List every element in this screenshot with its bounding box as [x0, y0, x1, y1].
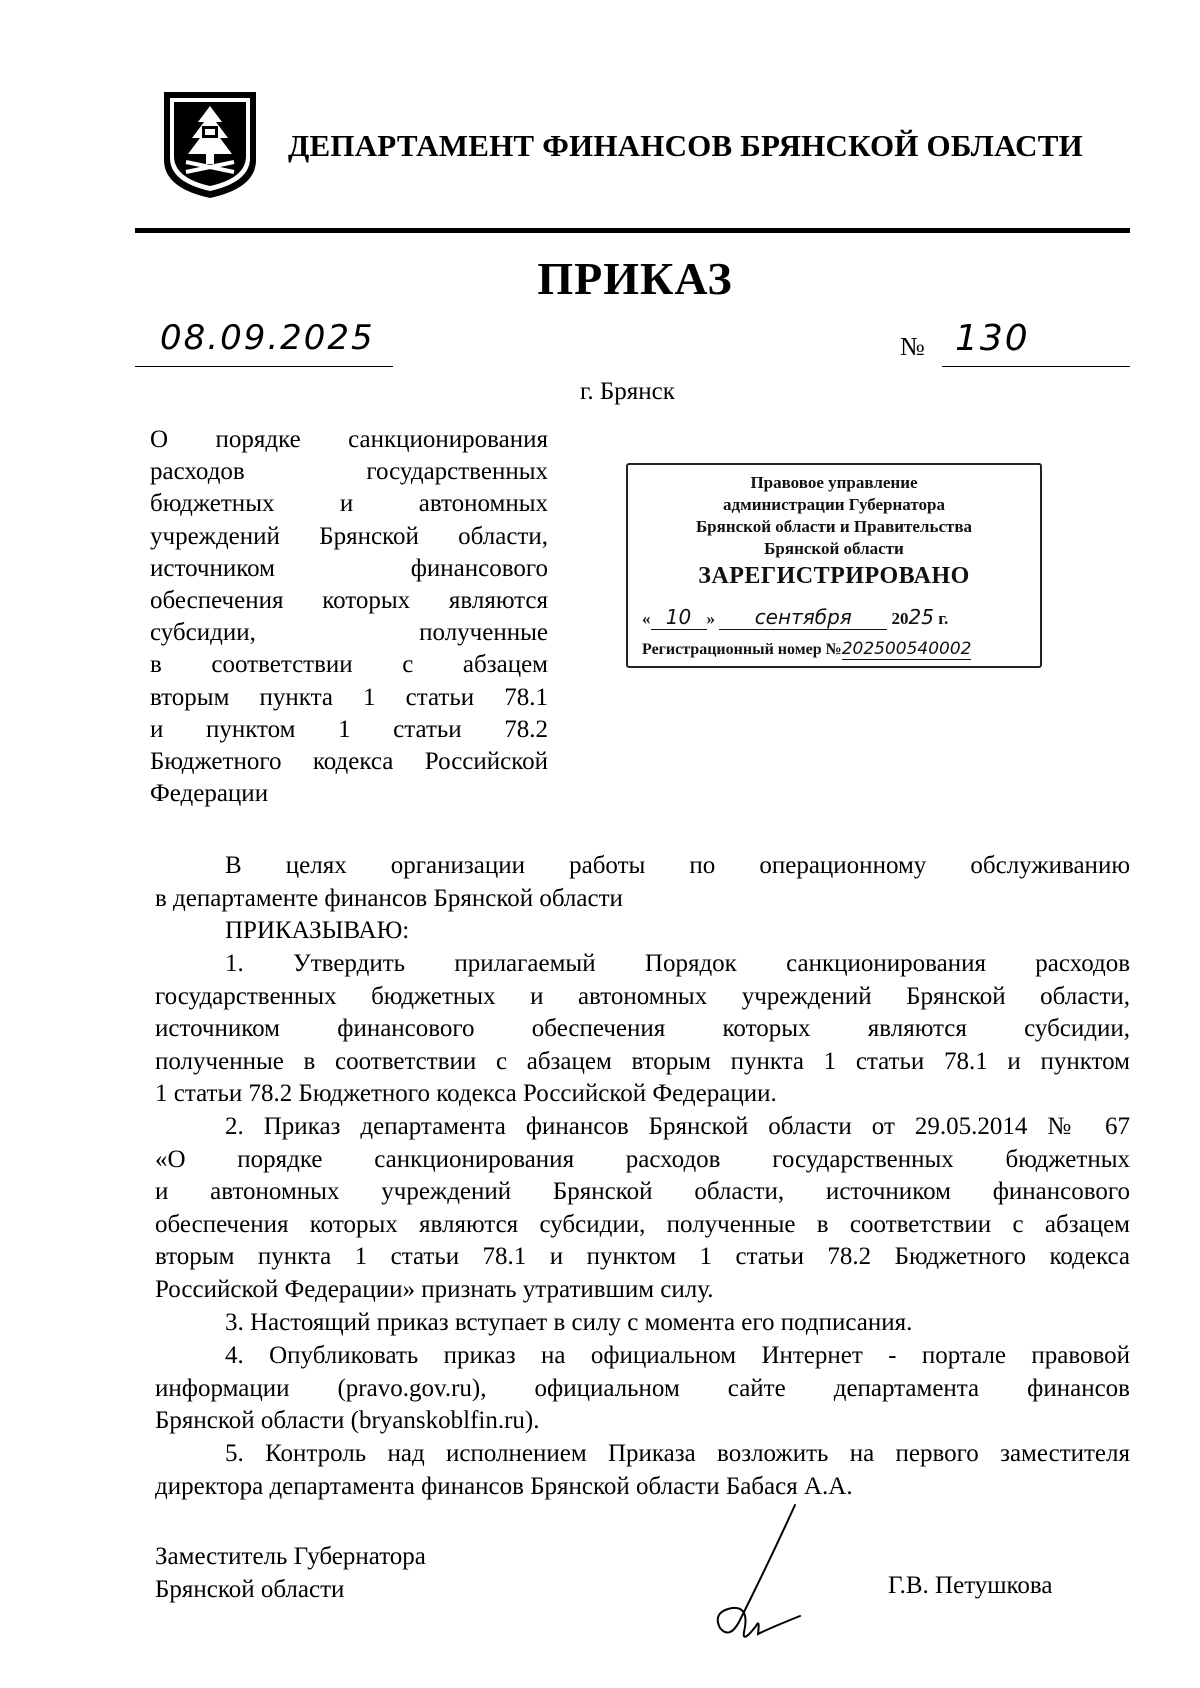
subject-line: субсидии, полученные — [150, 619, 548, 647]
number-underline — [942, 366, 1130, 367]
stamp-day: 10 — [651, 605, 707, 630]
body-line: Российской Федерации» признать утратившим силу. — [155, 1275, 714, 1303]
stamp-month: сентября — [719, 605, 887, 630]
position-line: Брянской области — [155, 1576, 345, 1603]
document-number: 130 — [955, 318, 1030, 359]
position-line: Заместитель Губернатора — [155, 1543, 426, 1570]
stamp-line: администрации Губернатора — [723, 495, 945, 514]
body-line: в департаменте финансов Брянской области — [155, 884, 623, 912]
subject-line: и пунктом 1 статьи 78.2 — [150, 715, 548, 743]
stamp-year-mark: г. — [938, 609, 949, 628]
number-sign: № — [900, 332, 925, 361]
item-5 — [155, 1438, 1130, 1503]
stamp-date: « 10 » сентября 2025 г. — [642, 605, 949, 629]
item-4 — [155, 1340, 1130, 1438]
header-divider — [135, 228, 1130, 233]
stamp-registered: ЗАРЕГИСТРИРОВАНО — [698, 563, 970, 589]
body-line: 3. Настоящий приказ вступает в силу с момента его подписания. — [225, 1309, 913, 1336]
body-line: 4. Опубликовать приказ на официальном Интернет - портале правовой — [225, 1342, 1130, 1369]
order-word: ПРИКАЗЫВАЮ: — [225, 917, 410, 945]
item-3 — [155, 1307, 1130, 1340]
subject-line: вторым пункта 1 статьи 78.1 — [150, 683, 548, 711]
stamp-year-prefix: 20 — [891, 609, 909, 628]
stamp-reg-number — [642, 639, 971, 659]
item-1 — [155, 948, 1130, 1111]
department-title: ДЕПАРТАМЕНТ ФИНАНСОВ БРЯНСКОЙ ОБЛАСТИ — [288, 128, 1083, 163]
subject-line: источником финансового — [150, 554, 548, 582]
stamp-year-suffix: 25 — [908, 605, 934, 629]
body-line: Брянской области (bryanskoblfin.ru). — [155, 1407, 540, 1435]
body-line: информации (pravo.gov.ru), официальном сайте департамента финансов — [155, 1374, 1130, 1402]
body-line: и автономных учреждений Брянской области, источником финансового — [155, 1178, 1130, 1206]
registration-stamp — [626, 463, 1042, 668]
body-line: 2. Приказ департамента финансов Брянской области от 29.05.2014 № 67 — [225, 1113, 1130, 1140]
body-line: директора департамента финансов Брянской области Бабася А.А. — [155, 1472, 853, 1500]
signatory-name: Г.В. Петушкова — [888, 1572, 1053, 1599]
body-line: 5. Контроль над исполнением Приказа возложить на первого заместителя — [225, 1440, 1130, 1467]
handwritten-signature — [700, 1500, 820, 1650]
item-2 — [155, 1111, 1130, 1307]
body-line: вторым пункта 1 статьи 78.1 и пунктом 1 статьи 78.2 Бюджетного кодекса — [155, 1243, 1130, 1271]
body-line: обеспечения которых являются субсидии, полученные в соответствии с абзацем — [155, 1210, 1130, 1238]
document-date: 08.09.2025 — [160, 318, 375, 358]
subject-line: О порядке санкционирования — [150, 426, 548, 453]
stamp-line: Брянской области — [764, 539, 904, 558]
subject-line: бюджетных и автономных — [150, 490, 548, 518]
body-line: источником финансового обеспечения которых являются субсидии, — [155, 1015, 1130, 1043]
body-line: «О порядке санкционирования расходов государственных бюджетных — [155, 1145, 1130, 1173]
stamp-reg-label: Регистрационный номер № — [642, 641, 842, 658]
signatory-position — [155, 1540, 426, 1606]
body-line: 1 статьи 78.2 Бюджетного кодекса Российской Федерации. — [155, 1080, 777, 1108]
subject-block — [150, 424, 548, 810]
body-line: В целях организации работы по операционному обслуживанию — [225, 852, 1130, 879]
subject-line: учреждений Брянской области, — [150, 522, 548, 550]
subject-line: Федерации — [150, 780, 269, 808]
body-line: государственных бюджетных и автономных учреждений Брянской области, — [155, 982, 1130, 1010]
document-title: ПРИКАЗ — [537, 253, 733, 304]
coat-of-arms-icon — [160, 88, 260, 200]
date-underline — [135, 366, 393, 367]
stamp-reg-value: 202500540002 — [841, 639, 972, 659]
subject-line: расходов государственных — [150, 458, 548, 486]
stamp-line: Брянской области и Правительства — [695, 517, 973, 536]
subject-line: в соответствии с абзацем — [150, 651, 548, 679]
body-line: 1. Утвердить прилагаемый Порядок санкционирования расходов — [225, 950, 1130, 977]
subject-line: Бюджетного кодекса Российской — [150, 748, 548, 776]
city: г. Брянск — [580, 378, 675, 405]
subject-line: обеспечения которых являются — [150, 587, 548, 615]
intro-paragraph — [155, 850, 1130, 948]
stamp-line: Правовое управление — [750, 473, 918, 492]
body-line: полученные в соответствии с абзацем вторым пункта 1 статьи 78.1 и пунктом — [155, 1047, 1130, 1075]
